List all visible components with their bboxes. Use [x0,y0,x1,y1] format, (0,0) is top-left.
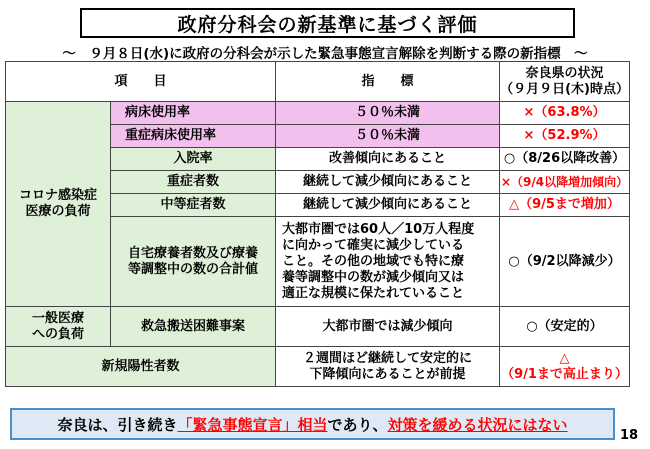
group-covid-label [6,102,111,307]
item-cell: 重症病床使用率 [111,125,276,148]
conclusion-emphasis: 「緊急事態宣言」相当 [177,415,328,434]
item-line: 等調整中の数の合計値 [128,261,259,277]
evaluation-table [5,61,630,387]
status-cell: △（9/5まで増加） [500,194,630,217]
indicator-line: 下降傾向にあることが前提 [309,366,466,382]
indicator-cell: 改善傾向にあること [276,148,500,171]
indicator-line: に向かって確実に減少している [282,237,465,253]
conclusion-banner [10,408,615,440]
conclusion-text: であり、 [327,415,388,434]
indicator-line: こと。その他の地域でも特に療 [282,253,465,269]
table-row [6,307,630,347]
indicator-line: ２週間ほど継続して安定的に [303,350,473,366]
indicator-cell: ５０％未満 [276,102,500,125]
page-subtitle: ～ ９月８日(水)に政府の分科会が示した緊急事態宣言解除を判断する際の新指標 ～ [62,46,588,62]
conclusion-emphasis: 対策を緩める状況にはない [387,415,568,434]
group-covid-line2: 医療の負荷 [25,204,91,219]
indicator-line: 大都市圏では60人／10万人程度 [282,221,475,237]
status-cell: ○（安定的） [500,307,630,347]
indicator-cell: ５０％未満 [276,125,500,148]
header-status-line1: 奈良県の状況 [525,65,604,81]
status-cell: ○（8/26以降改善） [500,148,630,171]
indicator-line: 適正な規模に保たれていること [282,285,465,301]
indicator-cell: 継続して減少傾向にあること [276,194,500,217]
status-cell: ○（9/2以降減少） [500,217,630,307]
status-line: （9/1まで高止まり） [501,366,628,382]
item-cell: 入院率 [111,148,276,171]
group-covid-line1: コロナ感染症 [18,188,97,203]
status-cell: ×（52.9%） [500,125,630,148]
header-item: 項 目 [6,62,276,102]
page-title: 政府分科会の新基準に基づく評価 [80,8,575,38]
item-line: 自宅療養者数及び療養 [128,245,259,261]
table-row [6,347,630,387]
indicator-cell [276,347,500,387]
indicator-line: 養等調整中の数が減少傾向又は [282,269,465,285]
indicator-cell [276,217,500,307]
item-cell: 新規陽性者数 [6,347,276,387]
indicator-cell: 大都市圏では減少傾向 [276,307,500,347]
header-status [500,62,630,102]
table-header-row [6,62,630,102]
item-cell: 重症者数 [111,171,276,194]
status-line: △ [559,350,570,366]
page-number: 18 [620,428,639,443]
table-row [6,102,630,125]
header-status-line2: （９月９日(木)時点） [500,81,629,97]
item-cell: 中等症者数 [111,194,276,217]
group-general-line1: 一般医療 [31,310,84,326]
status-cell [500,347,630,387]
item-cell: 病床使用率 [111,102,276,125]
status-cell: ×（9/4以降増加傾向） [500,171,630,194]
item-cell: 救急搬送困難事案 [111,307,276,347]
group-general-label [6,307,111,347]
item-cell [111,217,276,307]
group-general-line2: への負荷 [31,326,84,342]
header-indicator: 指 標 [276,62,500,102]
conclusion-text: 奈良は、引き続き [57,415,178,434]
status-cell: ×（63.8%） [500,102,630,125]
indicator-cell: 継続して減少傾向にあること [276,171,500,194]
